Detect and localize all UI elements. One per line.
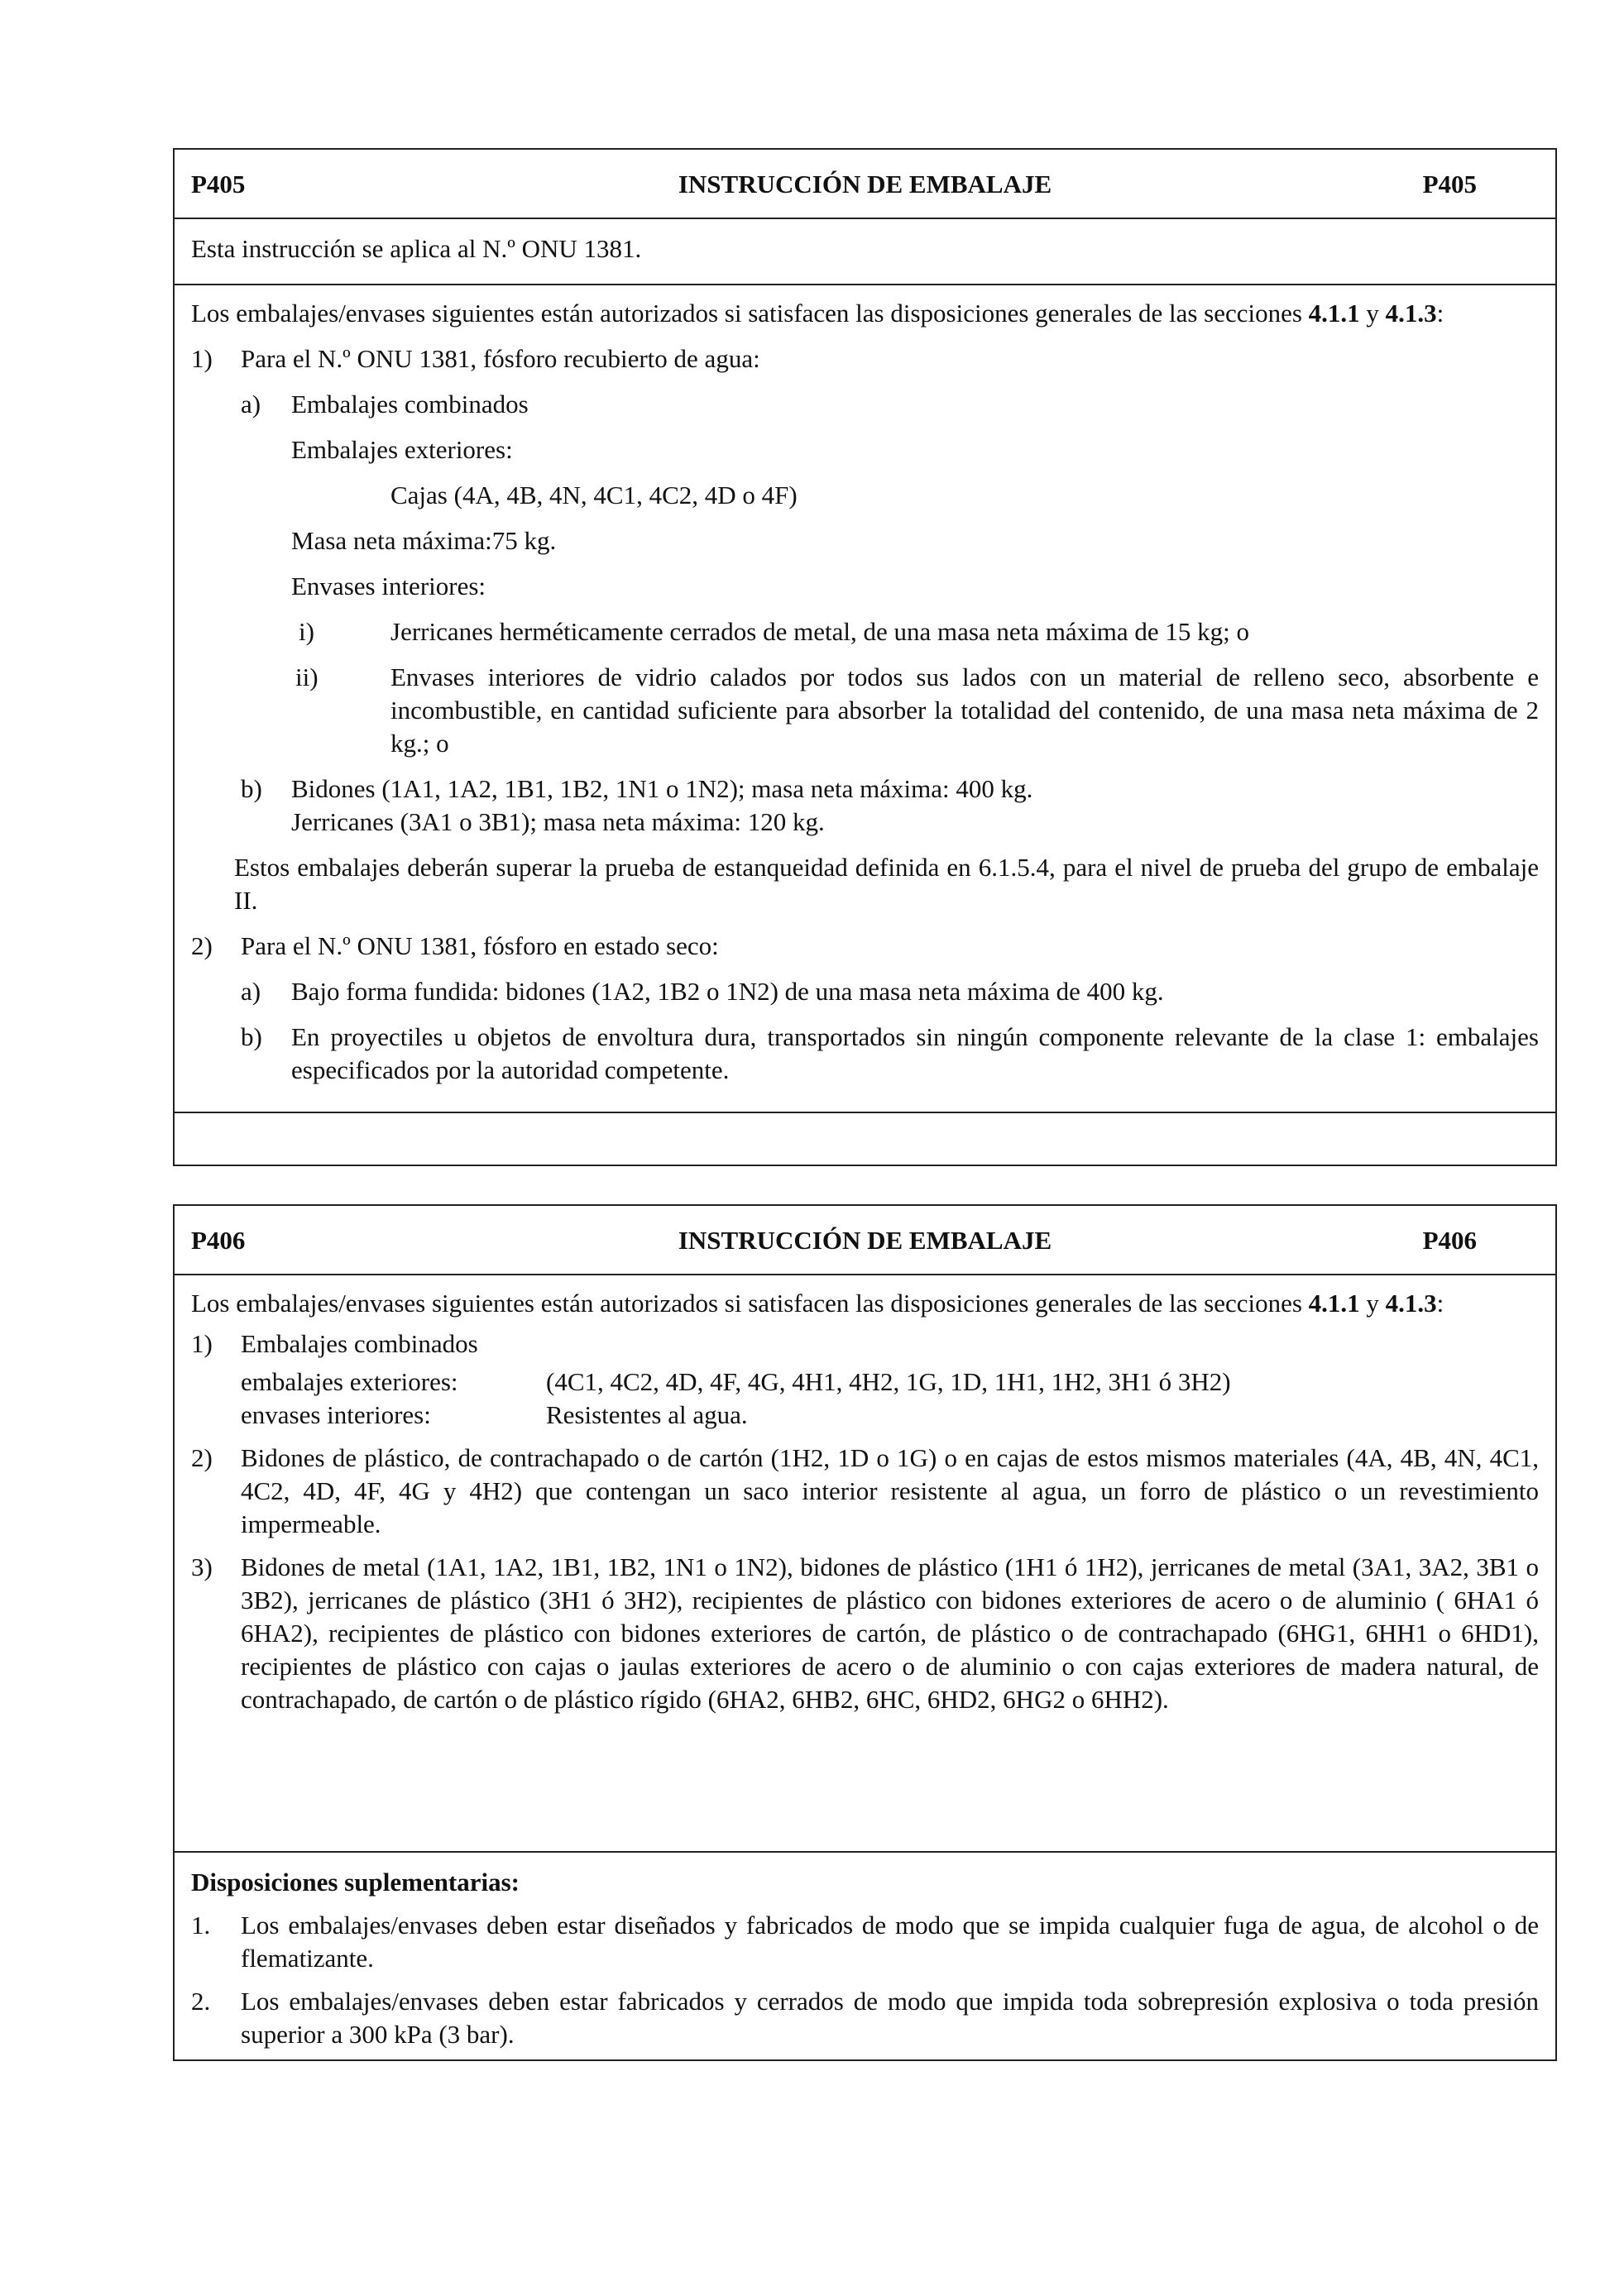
p405-item-2 bbox=[191, 930, 1539, 963]
p405-item-1 bbox=[191, 342, 1539, 375]
p405-item-2b-num: b) bbox=[241, 1022, 262, 1051]
p406-supplementary-row bbox=[175, 1851, 1555, 2059]
p406-item-3 bbox=[191, 1551, 1539, 1716]
p405-item-2-num: 2) bbox=[191, 931, 213, 960]
p406-intro-and: y bbox=[1359, 1289, 1386, 1318]
p405-item-1-text: Para el N.º ONU 1381, fósforo recubierto de agua: bbox=[241, 344, 760, 373]
p405-max-mass: Masa neta máxima:75 kg. bbox=[291, 526, 557, 555]
p405-outer-value: Cajas (4A, 4B, 4N, 4C1, 4C2, 4D o 4F) bbox=[390, 481, 798, 509]
p405-intro-and: y bbox=[1359, 299, 1386, 328]
p405-item-2b bbox=[241, 1021, 1539, 1087]
p406-title: INSTRUCCIÓN DE EMBALAJE bbox=[678, 1226, 1052, 1255]
p405-item-2a bbox=[241, 975, 1539, 1008]
p406-code-right: P406 bbox=[1422, 1226, 1477, 1255]
p406-supp-1-text: Los embalajes/envases deben estar diseñados y fabricados de modo que se impida cualquier fuga de agua, de alcohol o de flematizante. bbox=[241, 1911, 1539, 1973]
p406-supp-1-num: 1. bbox=[191, 1911, 211, 1940]
p406-inner-value: Resistentes al agua. bbox=[546, 1400, 748, 1429]
p405-item-1b bbox=[241, 773, 1539, 839]
p405-title: INSTRUCCIÓN DE EMBALAJE bbox=[678, 170, 1052, 199]
p405-inner-ii bbox=[291, 661, 1539, 760]
p405-item-1a-text: Embalajes combinados bbox=[291, 390, 529, 419]
p406-supp-2 bbox=[191, 1985, 1539, 2051]
p405-inner-ii-num: ii) bbox=[295, 662, 319, 691]
p406-inner-label: envases interiores: bbox=[241, 1400, 431, 1429]
p405-code-left: P405 bbox=[191, 170, 246, 199]
p405-item-1-num: 1) bbox=[191, 344, 213, 373]
p406-intro-text: Los embalajes/envases siguientes están autorizados si satisfacen las disposiciones generales de las secciones bbox=[191, 1289, 1309, 1318]
p405-code-right: P405 bbox=[1422, 170, 1477, 199]
p405-applies-row bbox=[175, 218, 1555, 284]
p405-item-1b-line-1: Bidones (1A1, 1A2, 1B1, 1B2, 1N1 o 1N2); masa neta máxima: 400 kg. bbox=[291, 774, 1033, 803]
p406-supp-2-num: 2. bbox=[191, 1987, 211, 2016]
p406-intro bbox=[191, 1287, 1539, 1320]
p405-inner-i-num: i) bbox=[299, 617, 314, 646]
p406-item-1 bbox=[191, 1327, 1539, 1361]
p406-supp-1 bbox=[191, 1909, 1539, 1975]
p406-item-2 bbox=[191, 1442, 1539, 1541]
p405-inner-label: Envases interiores: bbox=[291, 572, 486, 600]
p405-item-1b-line-2: Jerricanes (3A1 o 3B1); masa neta máxima: 120 kg. bbox=[291, 807, 825, 836]
p406-section-ref-1: 4.1.1 bbox=[1308, 1289, 1360, 1318]
p405-intro bbox=[191, 297, 1539, 330]
p405-instruction-table bbox=[173, 148, 1557, 1166]
p405-item-2a-num: a) bbox=[241, 977, 261, 1006]
p406-body-row bbox=[175, 1274, 1555, 1851]
p405-inner-i bbox=[291, 615, 1539, 648]
p406-supplementary-title: Disposiciones suplementarias: bbox=[191, 1868, 520, 1897]
p406-outer-row bbox=[241, 1366, 1539, 1399]
p405-outer-label: Embalajes exteriores: bbox=[291, 435, 513, 464]
p405-header-row bbox=[175, 150, 1555, 218]
p406-item-1-num: 1) bbox=[191, 1329, 213, 1358]
p405-empty-row bbox=[175, 1112, 1555, 1165]
p406-section-ref-2: 4.1.3 bbox=[1385, 1289, 1437, 1318]
p405-item-2-text: Para el N.º ONU 1381, fósforo en estado seco: bbox=[241, 931, 719, 960]
p406-item-2-text: Bidones de plástico, de contrachapado o de cartón (1H2, 1D o 1G) o en cajas de estos mismos materiales (4A, 4B, 4N, 4C1, 4C2, 4D, 4F, 4G y 4H2) que contengan un saco interior resistente al agua, un forro de plástico o un revestimiento impermeable. bbox=[241, 1443, 1539, 1538]
p405-inner-i-text: Jerricanes herméticamente cerrados de metal, de una masa neta máxima de 15 kg; o bbox=[390, 617, 1250, 646]
p405-applies-text: Esta instrucción se aplica al N.º ONU 1381. bbox=[191, 234, 642, 263]
p406-item-3-text: Bidones de metal (1A1, 1A2, 1B1, 1B2, 1N1 o 1N2), bidones de plástico (1H1 ó 1H2), jerricanes de metal (3A1, 3A2, 3B1 o 3B2), jerricanes de plástico (3H1 ó 3H2), recipientes de plástico con bidones exteriores de acero o de aluminio ( 6HA1 ó 6HA2), recipientes de plástico con bidones exteriores de cartón, de plástico o de contrachapado (6HG1, 6HH1 o 6HD1), recipientes de plástico con cajas o jaulas exteriores de acero o de aluminio o con cajas exteriores de madera natural, de contrachapado, de cartón o de plástico rígido (6HA2, 6HB2, 6HC, 6HD2, 6HG2 o 6HH2). bbox=[241, 1552, 1539, 1714]
p405-intro-colon: : bbox=[1436, 299, 1444, 328]
p405-intro-text: Los embalajes/envases siguientes están autorizados si satisfacen las disposiciones generales de las secciones bbox=[191, 299, 1309, 328]
p406-code-left: P406 bbox=[191, 1226, 246, 1255]
p405-item-1a-num: a) bbox=[241, 390, 261, 419]
p406-header-row bbox=[175, 1206, 1555, 1274]
p406-item-1-text: Embalajes combinados bbox=[241, 1329, 478, 1358]
p406-instruction-table bbox=[173, 1204, 1557, 2061]
p405-test-note: Estos embalajes deberán superar la prueba de estanqueidad definida en 6.1.5.4, para el nivel de prueba del grupo de embalaje II. bbox=[234, 853, 1539, 915]
p405-section-ref-1: 4.1.1 bbox=[1308, 299, 1360, 328]
p405-inner-ii-text: Envases interiores de vidrio calados por todos sus lados con un material de relleno seco, absorbente e incombustible, en cantidad suficiente para absorber la totalidad del contenido, de una masa neta máxima de 2 kg.; o bbox=[390, 662, 1539, 758]
p405-item-1b-num: b) bbox=[241, 774, 262, 803]
p405-item-1a bbox=[241, 388, 1539, 421]
p405-section-ref-2: 4.1.3 bbox=[1385, 299, 1437, 328]
p405-item-2a-text: Bajo forma fundida: bidones (1A2, 1B2 o 1N2) de una masa neta máxima de 400 kg. bbox=[291, 977, 1164, 1006]
p406-intro-colon: : bbox=[1436, 1289, 1444, 1318]
p405-item-2b-text: En proyectiles u objetos de envoltura dura, transportados sin ningún componente relevante de la clase 1: embalajes especificados por la autoridad competente. bbox=[291, 1022, 1539, 1084]
p406-item-2-num: 2) bbox=[191, 1443, 213, 1472]
p405-body-row bbox=[175, 284, 1555, 1112]
p406-supp-2-text: Los embalajes/envases deben estar fabricados y cerrados de modo que impida toda sobrepresión explosiva o toda presión superior a 300 kPa (3 bar). bbox=[241, 1987, 1539, 2049]
p406-item-3-num: 3) bbox=[191, 1552, 213, 1581]
p406-inner-row bbox=[241, 1399, 1539, 1432]
p406-outer-label: embalajes exteriores: bbox=[241, 1367, 458, 1396]
p406-outer-value: (4C1, 4C2, 4D, 4F, 4G, 4H1, 4H2, 1G, 1D, 1H1, 1H2, 3H1 ó 3H2) bbox=[546, 1367, 1231, 1396]
